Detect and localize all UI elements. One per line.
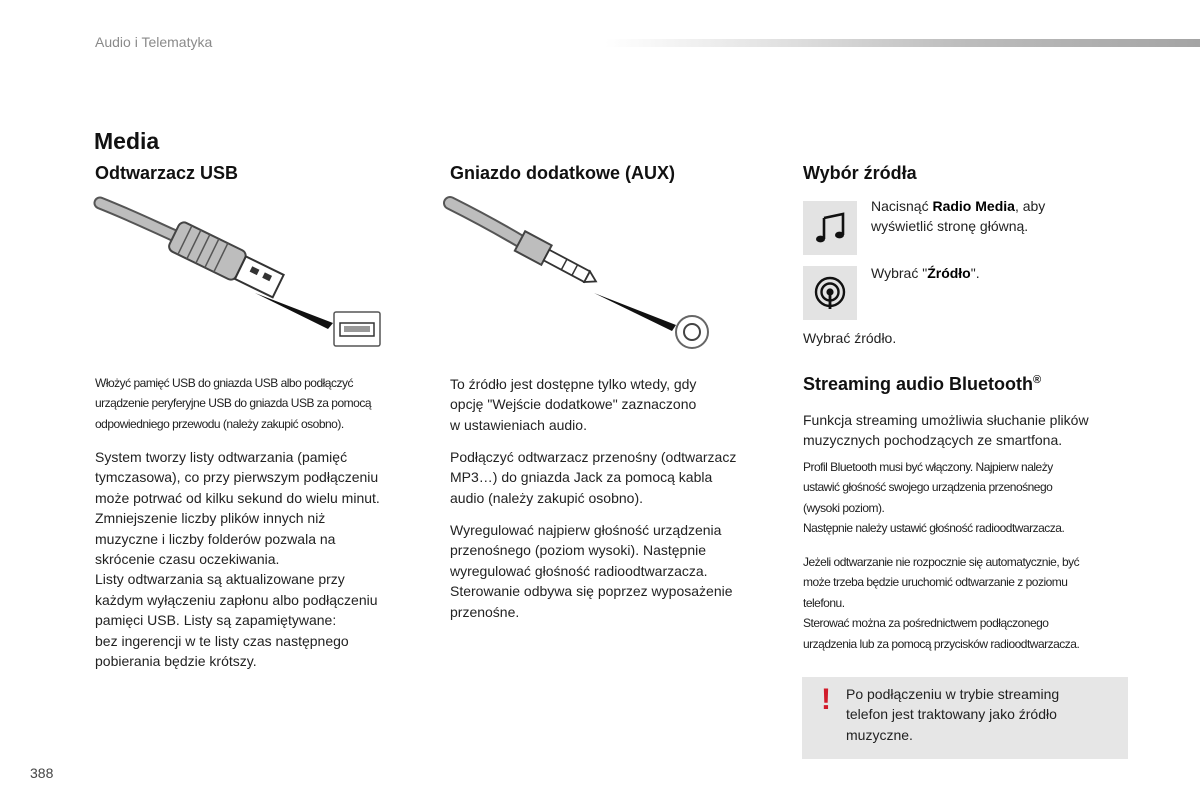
- music-note-icon: [813, 211, 847, 245]
- note-line: muzyczne.: [846, 726, 913, 743]
- bluetooth-heading-text: Streaming audio Bluetooth: [803, 374, 1034, 394]
- warning-icon: !: [821, 683, 831, 716]
- bt-p3-line: urządzenia lub za pomocą przycisków radioodtwarzacza.: [803, 636, 1080, 651]
- bt-p1-line: muzycznych pochodzących ze smartfona.: [803, 432, 1063, 449]
- registered-mark: ®: [1033, 374, 1042, 386]
- aux-p1-line: To źródło jest dostępne tylko wtedy, gdy: [450, 376, 697, 392]
- bluetooth-heading: [803, 374, 1041, 395]
- usb-body-line: muzyczne i liczby folderów pozwala na: [95, 530, 336, 547]
- source-heading: Wybór źródła: [803, 163, 917, 183]
- aux-p1-line: w ustawieniach audio.: [450, 416, 587, 433]
- aux-p2-line: Podłączyć odtwarzacz przenośny (odtwarzacz: [450, 449, 737, 465]
- usb-caption-line: Włożyć pamięć USB do gniazda USB albo podłączyć: [95, 376, 353, 390]
- bt-p2-line: Profil Bluetooth musi być włączony. Najpierw należy: [803, 460, 1053, 474]
- usb-body-line: skrócenie czasu oczekiwania.: [95, 551, 280, 568]
- source-button[interactable]: [803, 266, 857, 320]
- aux-jack-illustration: [448, 195, 748, 355]
- usb-heading: Odtwarzacz USB: [95, 163, 239, 183]
- usb-plug-illustration: [95, 195, 395, 355]
- usb-body-line: może potrwać od kilku sekund do wielu minut.: [95, 489, 380, 506]
- usb-body-line: bez ingerencji w te listy czas następnego: [95, 632, 349, 649]
- bt-p3-line: Jeżeli odtwarzanie nie rozpocznie się automatycznie, być: [803, 555, 1080, 569]
- page-title: Media: [94, 128, 160, 154]
- source-label: Źródło: [927, 265, 971, 281]
- bt-p1-line: Funkcja streaming umożliwia słuchanie plików: [803, 412, 1089, 428]
- bt-p2-line: Następnie należy ustawić głośność radioodtwarzacza.: [803, 521, 1065, 536]
- usb-body-line: tymczasowa), co przy pierwszym podłączeniu: [95, 469, 379, 486]
- aux-p3-line: wyregulować głośność radioodtwarzacza.: [450, 562, 708, 579]
- bt-p2-line: ustawić głośność swojego urządzenia przenośnego: [803, 480, 1053, 495]
- step1-line2: wyświetlić stronę główną.: [871, 218, 1029, 235]
- radio-media-button[interactable]: [803, 201, 857, 255]
- usb-body-line: Listy odtwarzania są aktualizowane przy: [95, 571, 345, 588]
- step2-line: [871, 263, 980, 283]
- usb-body-line: pamięci USB. Listy są zapamiętywane:: [95, 612, 337, 629]
- note-line: telefon jest traktowany jako źródło: [846, 706, 1057, 723]
- aux-heading: Gniazdo dodatkowe (AUX): [450, 163, 675, 183]
- usb-body-line: pobierania będzie krótszy.: [95, 653, 257, 670]
- bt-p3-line: może trzeba będzie uruchomić odtwarzanie z poziomu: [803, 575, 1068, 590]
- aux-p3-line: Wyregulować najpierw głośność urządzenia: [450, 522, 722, 538]
- aux-p2-line: MP3…) do gniazda Jack za pomocą kabla: [450, 469, 713, 486]
- page-number: 388: [30, 765, 54, 781]
- step2-post: ".: [970, 265, 980, 281]
- source-signal-icon: [812, 275, 848, 311]
- aux-p3-line: przenośnego (poziom wysoki). Następnie: [450, 542, 707, 559]
- usb-body-line: System tworzy listy odtwarzania (pamięć: [95, 449, 348, 465]
- usb-caption-line: urządzenie peryferyjne USB do gniazda USB za pomocą: [95, 396, 371, 411]
- aux-p3-line: Sterowanie odbywa się poprzez wyposażenie: [450, 583, 733, 600]
- aux-p2-line: audio (należy zakupić osobno).: [450, 489, 644, 506]
- aux-p1-line: opcję "Wejście dodatkowe" zaznaczono: [450, 396, 697, 413]
- header-bar: [605, 39, 1200, 47]
- radio-media-label: Radio Media: [932, 198, 1015, 214]
- aux-p3-line: przenośne.: [450, 603, 520, 620]
- usb-caption-line: odpowiedniego przewodu (należy zakupić osobno).: [95, 416, 344, 431]
- step2-pre: Wybrać ": [871, 265, 928, 281]
- usb-body-line: Zmniejszenie liczby plików innych niż: [95, 510, 326, 527]
- step1-post: , aby: [1014, 198, 1046, 214]
- bt-p2-line: (wysoki poziom).: [803, 500, 885, 515]
- section-title: Audio i Telematyka: [95, 34, 213, 50]
- usb-body-line: każdym wyłączeniu zapłonu albo podłączeniu: [95, 591, 378, 608]
- step1-line: [871, 196, 1045, 216]
- step1-pre: Nacisnąć: [871, 198, 933, 214]
- step3-line: Wybrać źródło.: [803, 330, 897, 346]
- note-line: Po podłączeniu w trybie streaming: [846, 686, 1060, 702]
- bt-p3-line: Sterować można za pośrednictwem podłączonego: [803, 616, 1049, 631]
- bt-p3-line: telefonu.: [803, 595, 845, 610]
